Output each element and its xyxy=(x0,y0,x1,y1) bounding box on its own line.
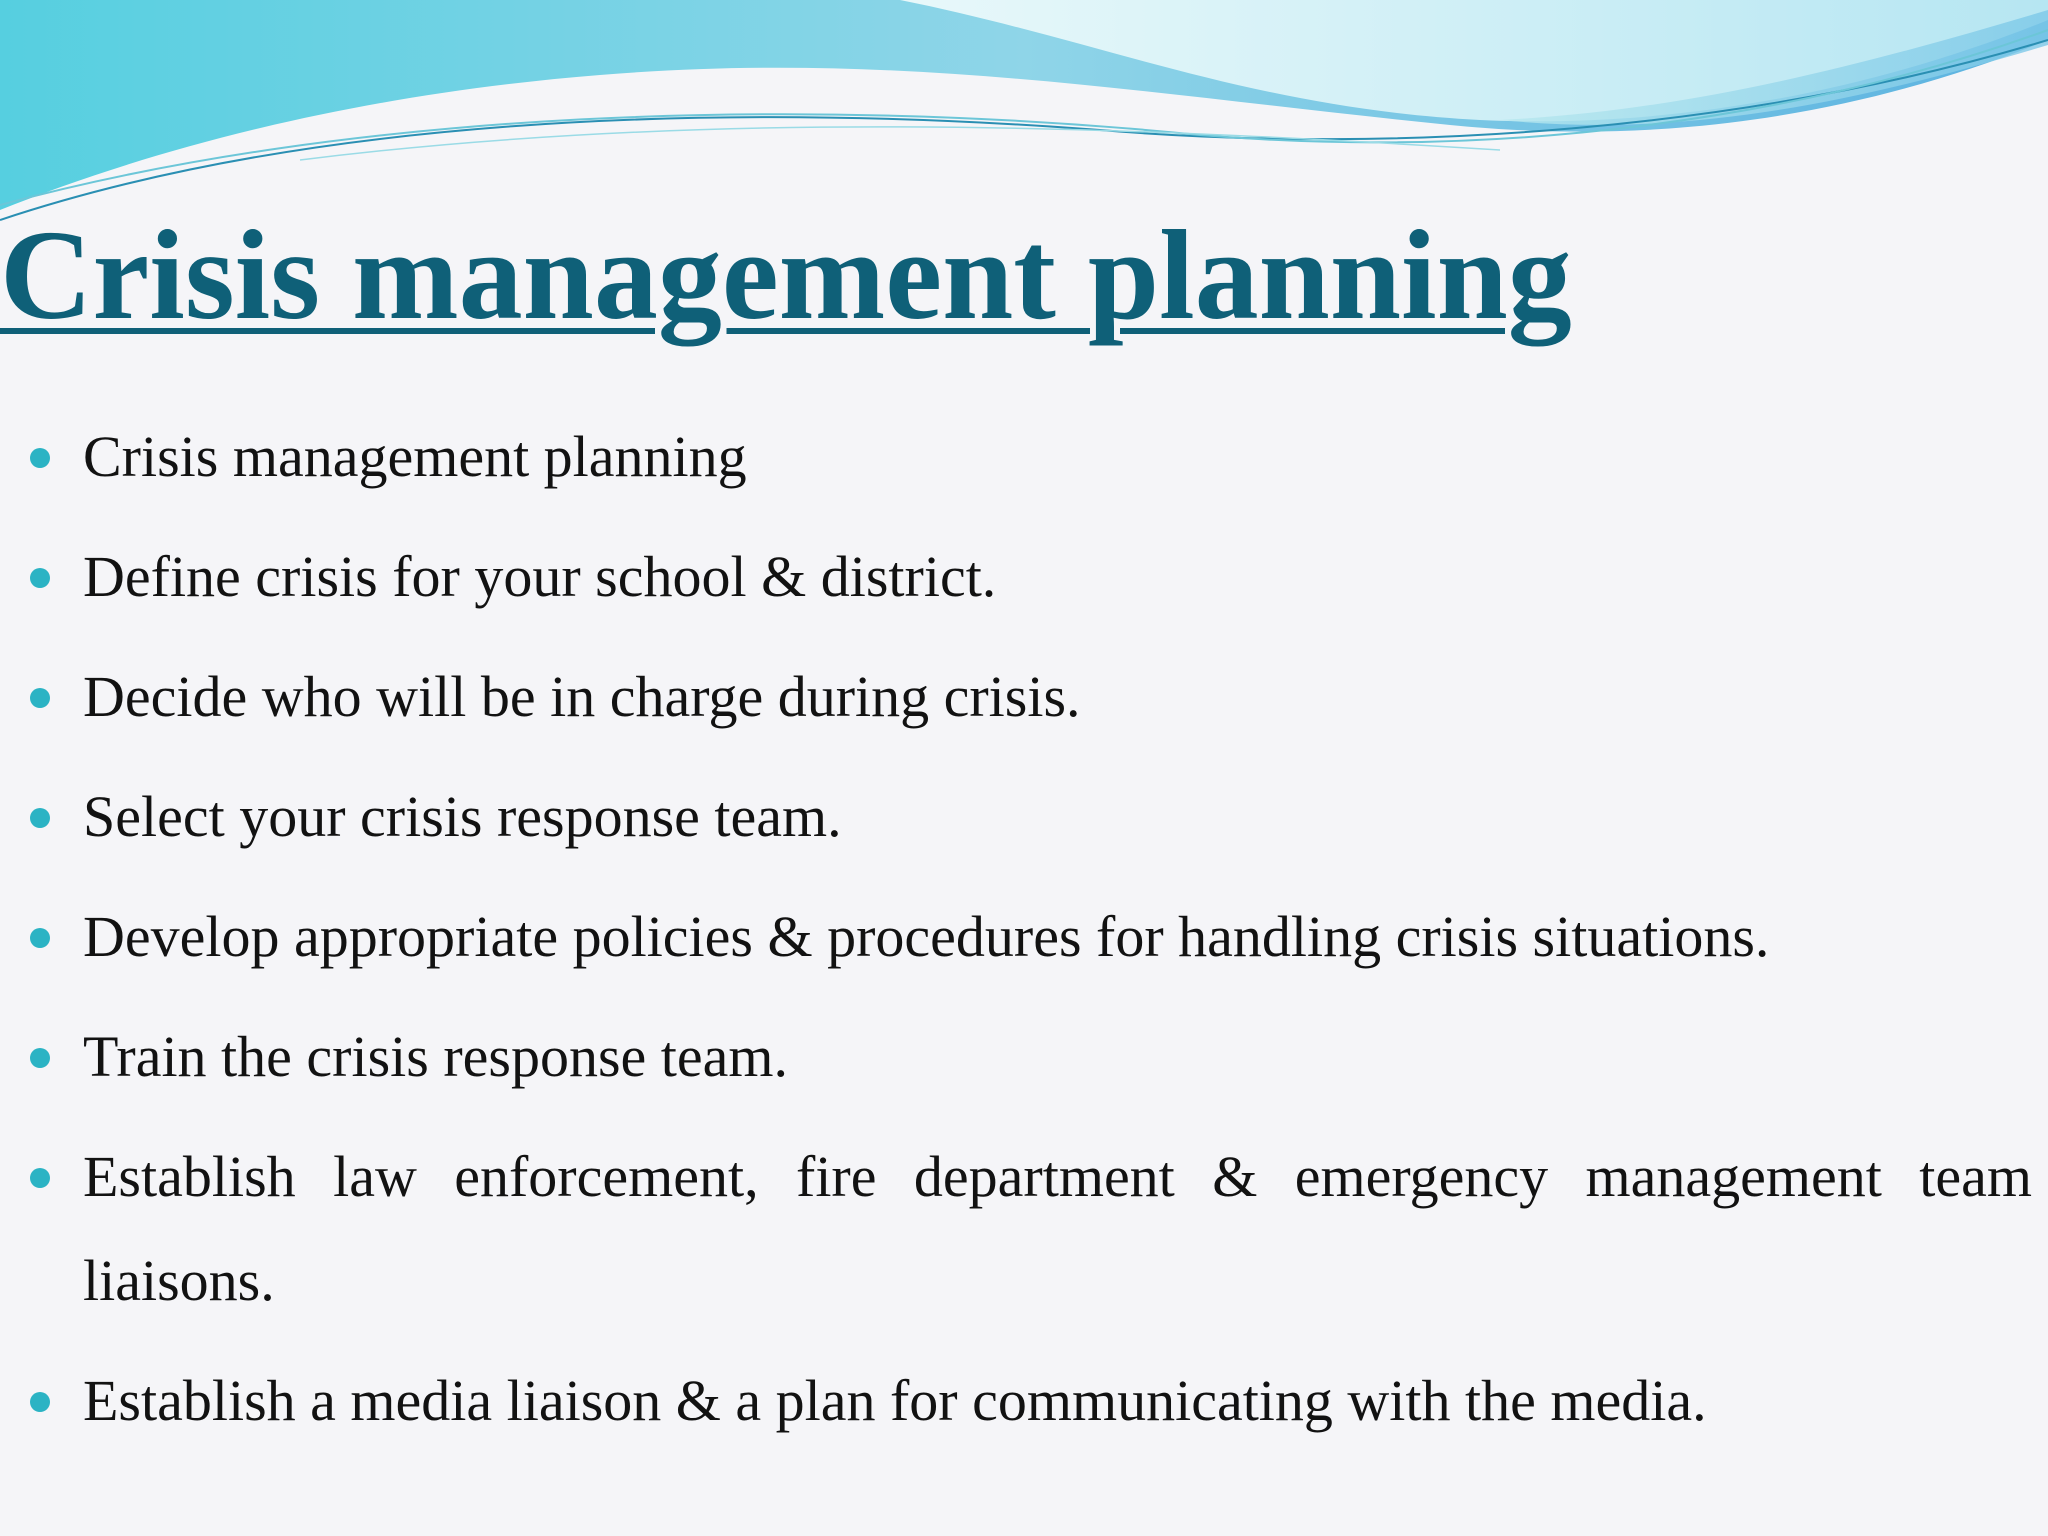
bullet-dot-icon xyxy=(30,448,50,468)
list-item xyxy=(22,885,2032,989)
list-item xyxy=(22,765,2032,869)
list-item xyxy=(22,1349,2032,1453)
list-item-text: Crisis management planning xyxy=(83,424,747,489)
list-item-text: Decide who will be in charge during crisis. xyxy=(83,664,1081,729)
list-item xyxy=(22,405,2032,509)
list-item xyxy=(22,1125,2032,1333)
list-item xyxy=(22,525,2032,629)
list-item-text: Establish law enforcement, fire department & emergency management team liaisons. xyxy=(83,1144,2032,1313)
bullet-dot-icon xyxy=(30,568,50,588)
slide-title: Crisis management planning xyxy=(0,204,1572,346)
bullet-list xyxy=(22,405,2032,1469)
list-item-text: Define crisis for your school & district. xyxy=(83,544,997,609)
list-item-text: Select your crisis response team. xyxy=(83,784,842,849)
list-item-text: Train the crisis response team. xyxy=(83,1024,789,1089)
list-item-text: Develop appropriate policies & procedures for handling crisis situations. xyxy=(83,904,1770,969)
bullet-dot-icon xyxy=(30,1168,50,1188)
list-item xyxy=(22,645,2032,749)
list-item-text: Establish a media liaison & a plan for communicating with the media. xyxy=(83,1368,1707,1433)
bullet-dot-icon xyxy=(30,928,50,948)
list-item xyxy=(22,1005,2032,1109)
bullet-dot-icon xyxy=(30,1048,50,1068)
bullet-dot-icon xyxy=(30,808,50,828)
bullet-dot-icon xyxy=(30,688,50,708)
bullet-dot-icon xyxy=(30,1392,50,1412)
